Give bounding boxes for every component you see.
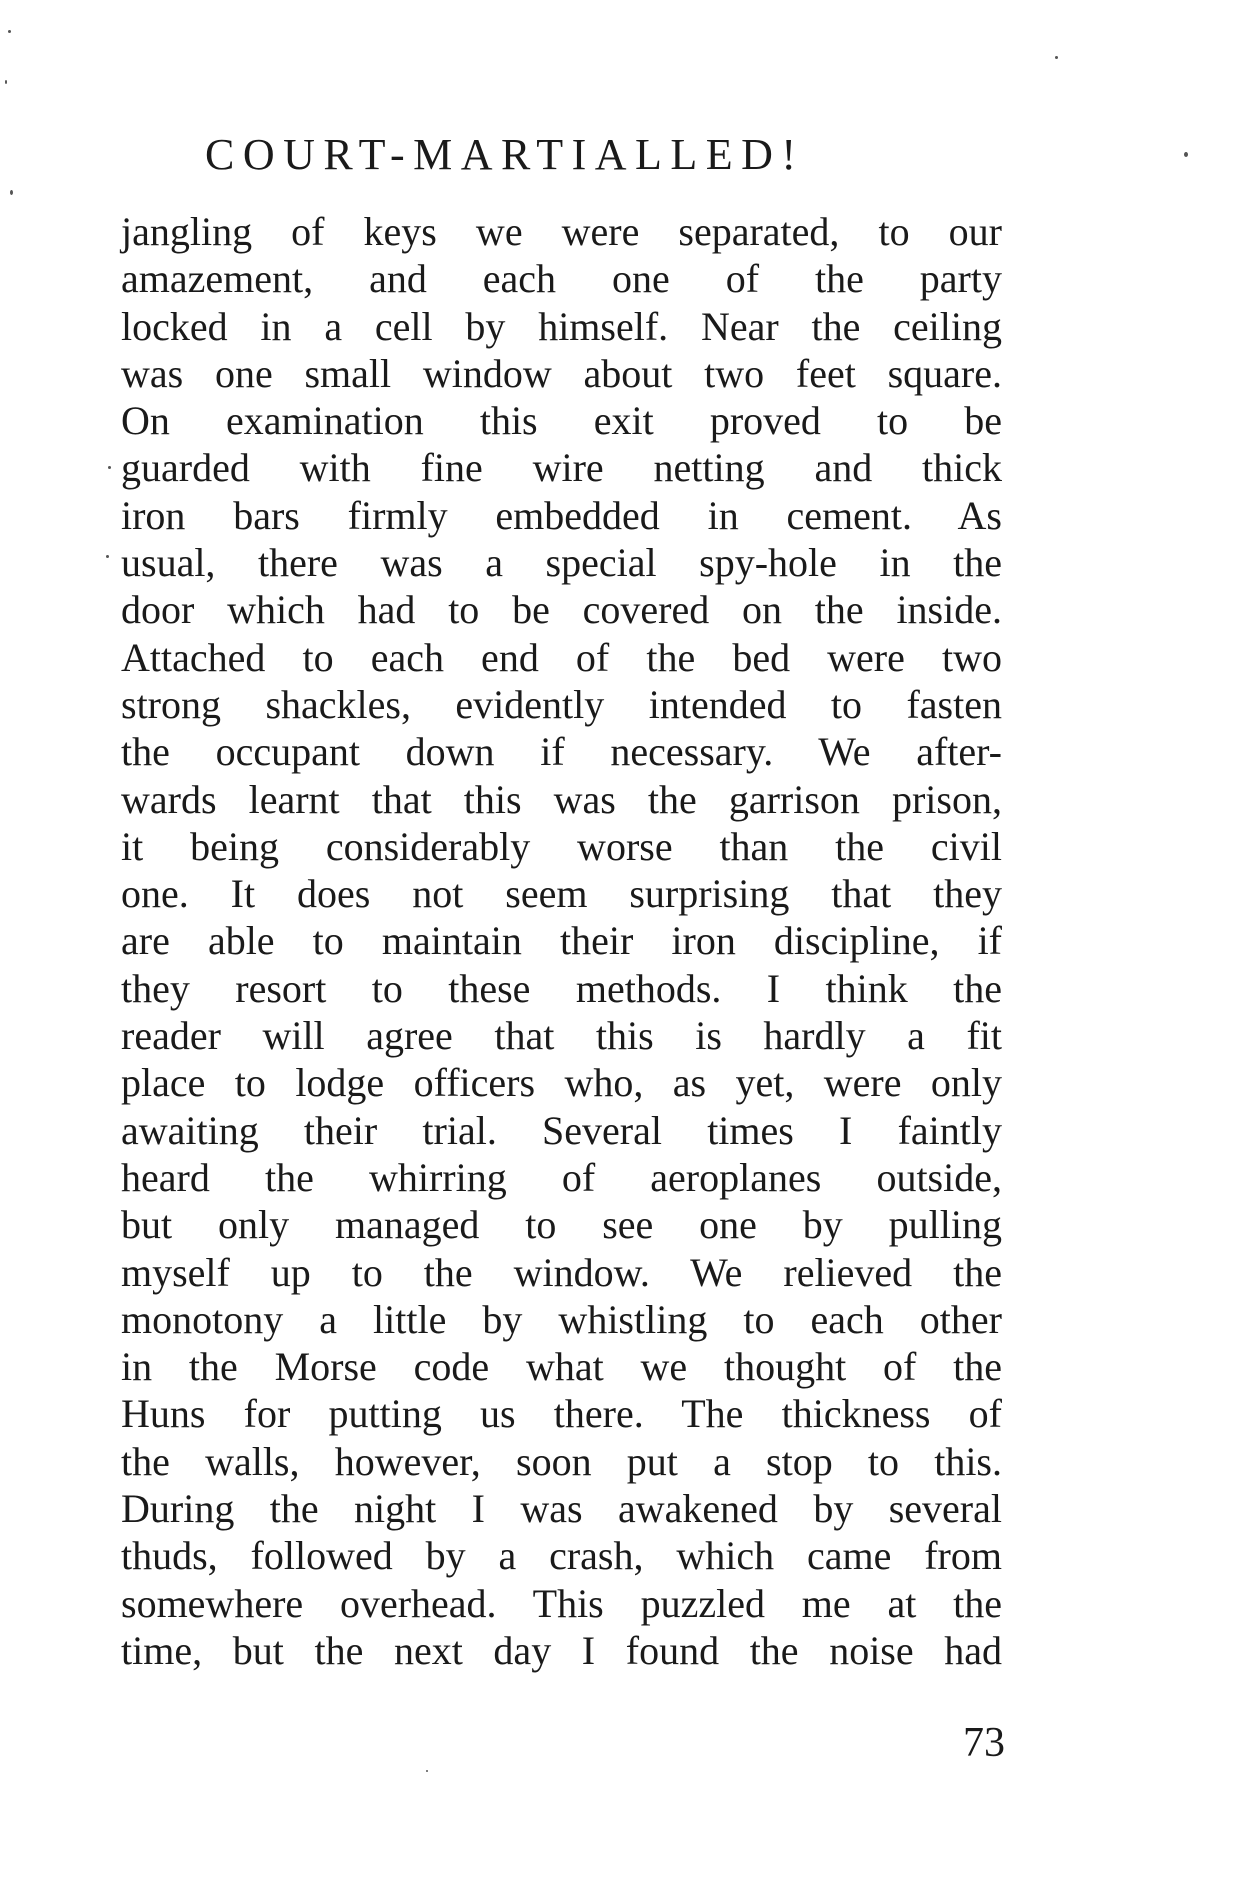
text-line: the occupant down if necessary. We after- — [121, 729, 1002, 775]
text-line: wards learnt that this was the garrison prison, — [121, 776, 1002, 822]
text-line: During the night I was awakened by several — [121, 1486, 1002, 1532]
text-line: monotony a little by whistling to each other — [121, 1296, 1002, 1342]
page-number: 73 — [963, 1720, 1005, 1766]
text-line: heard the whirring of aeroplanes outside, — [121, 1154, 1002, 1200]
scan-speck — [8, 30, 11, 33]
text-line: one. It does not seem surprising that they — [121, 871, 1002, 917]
scan-speck — [108, 466, 111, 469]
text-line: in the Morse code what we thought of the — [121, 1344, 1002, 1390]
text-line: reader will agree that this is hardly a fit — [121, 1013, 1002, 1059]
text-line: Huns for putting us there. The thickness of — [121, 1391, 1002, 1437]
text-line: strong shackles, evidently intended to fasten — [121, 681, 1002, 727]
text-line: but only managed to see one by pulling — [121, 1202, 1002, 1248]
text-line: usual, there was a special spy-hole in the — [121, 540, 1002, 586]
text-line: locked in a cell by himself. Near the ceiling — [121, 303, 1002, 349]
scan-speck — [426, 1770, 428, 1772]
scan-speck — [106, 555, 109, 558]
text-line: they resort to these methods. I think the — [121, 965, 1002, 1011]
text-line: jangling of keys we were separated, to our — [121, 209, 1002, 254]
text-line: place to lodge officers who, as yet, were only — [121, 1060, 1002, 1106]
text-line: myself up to the window. We relieved the — [121, 1249, 1002, 1295]
text-line: Attached to each end of the bed were two — [121, 634, 1002, 680]
text-line: On examination this exit proved to be — [121, 398, 1002, 444]
scan-speck — [1055, 56, 1058, 59]
text-line: are able to maintain their iron discipline, if — [121, 918, 1002, 964]
running-head: COURT-MARTIALLED! — [205, 130, 805, 179]
text-line: was one small window about two feet square. — [121, 350, 1002, 396]
text-line: thuds, followed by a crash, which came from — [121, 1533, 1002, 1579]
text-line: the walls, however, soon put a stop to this. — [121, 1438, 1002, 1484]
body-text — [121, 208, 1002, 1674]
text-line: it being considerably worse than the civil — [121, 823, 1002, 869]
scan-speck — [10, 190, 13, 195]
text-line: door which had to be covered on the inside. — [121, 587, 1002, 633]
text-line: somewhere overhead. This puzzled me at the — [121, 1580, 1002, 1626]
text-line: awaiting their trial. Several times I faintly — [121, 1107, 1002, 1153]
text-line: time, but the next day I found the noise had — [121, 1627, 1002, 1673]
scan-speck — [5, 80, 7, 84]
text-line: amazement, and each one of the party — [121, 256, 1002, 302]
text-line: iron bars firmly embedded in cement. As — [121, 492, 1002, 538]
scan-speck — [1184, 152, 1188, 157]
text-line: guarded with fine wire netting and thick — [121, 445, 1002, 491]
